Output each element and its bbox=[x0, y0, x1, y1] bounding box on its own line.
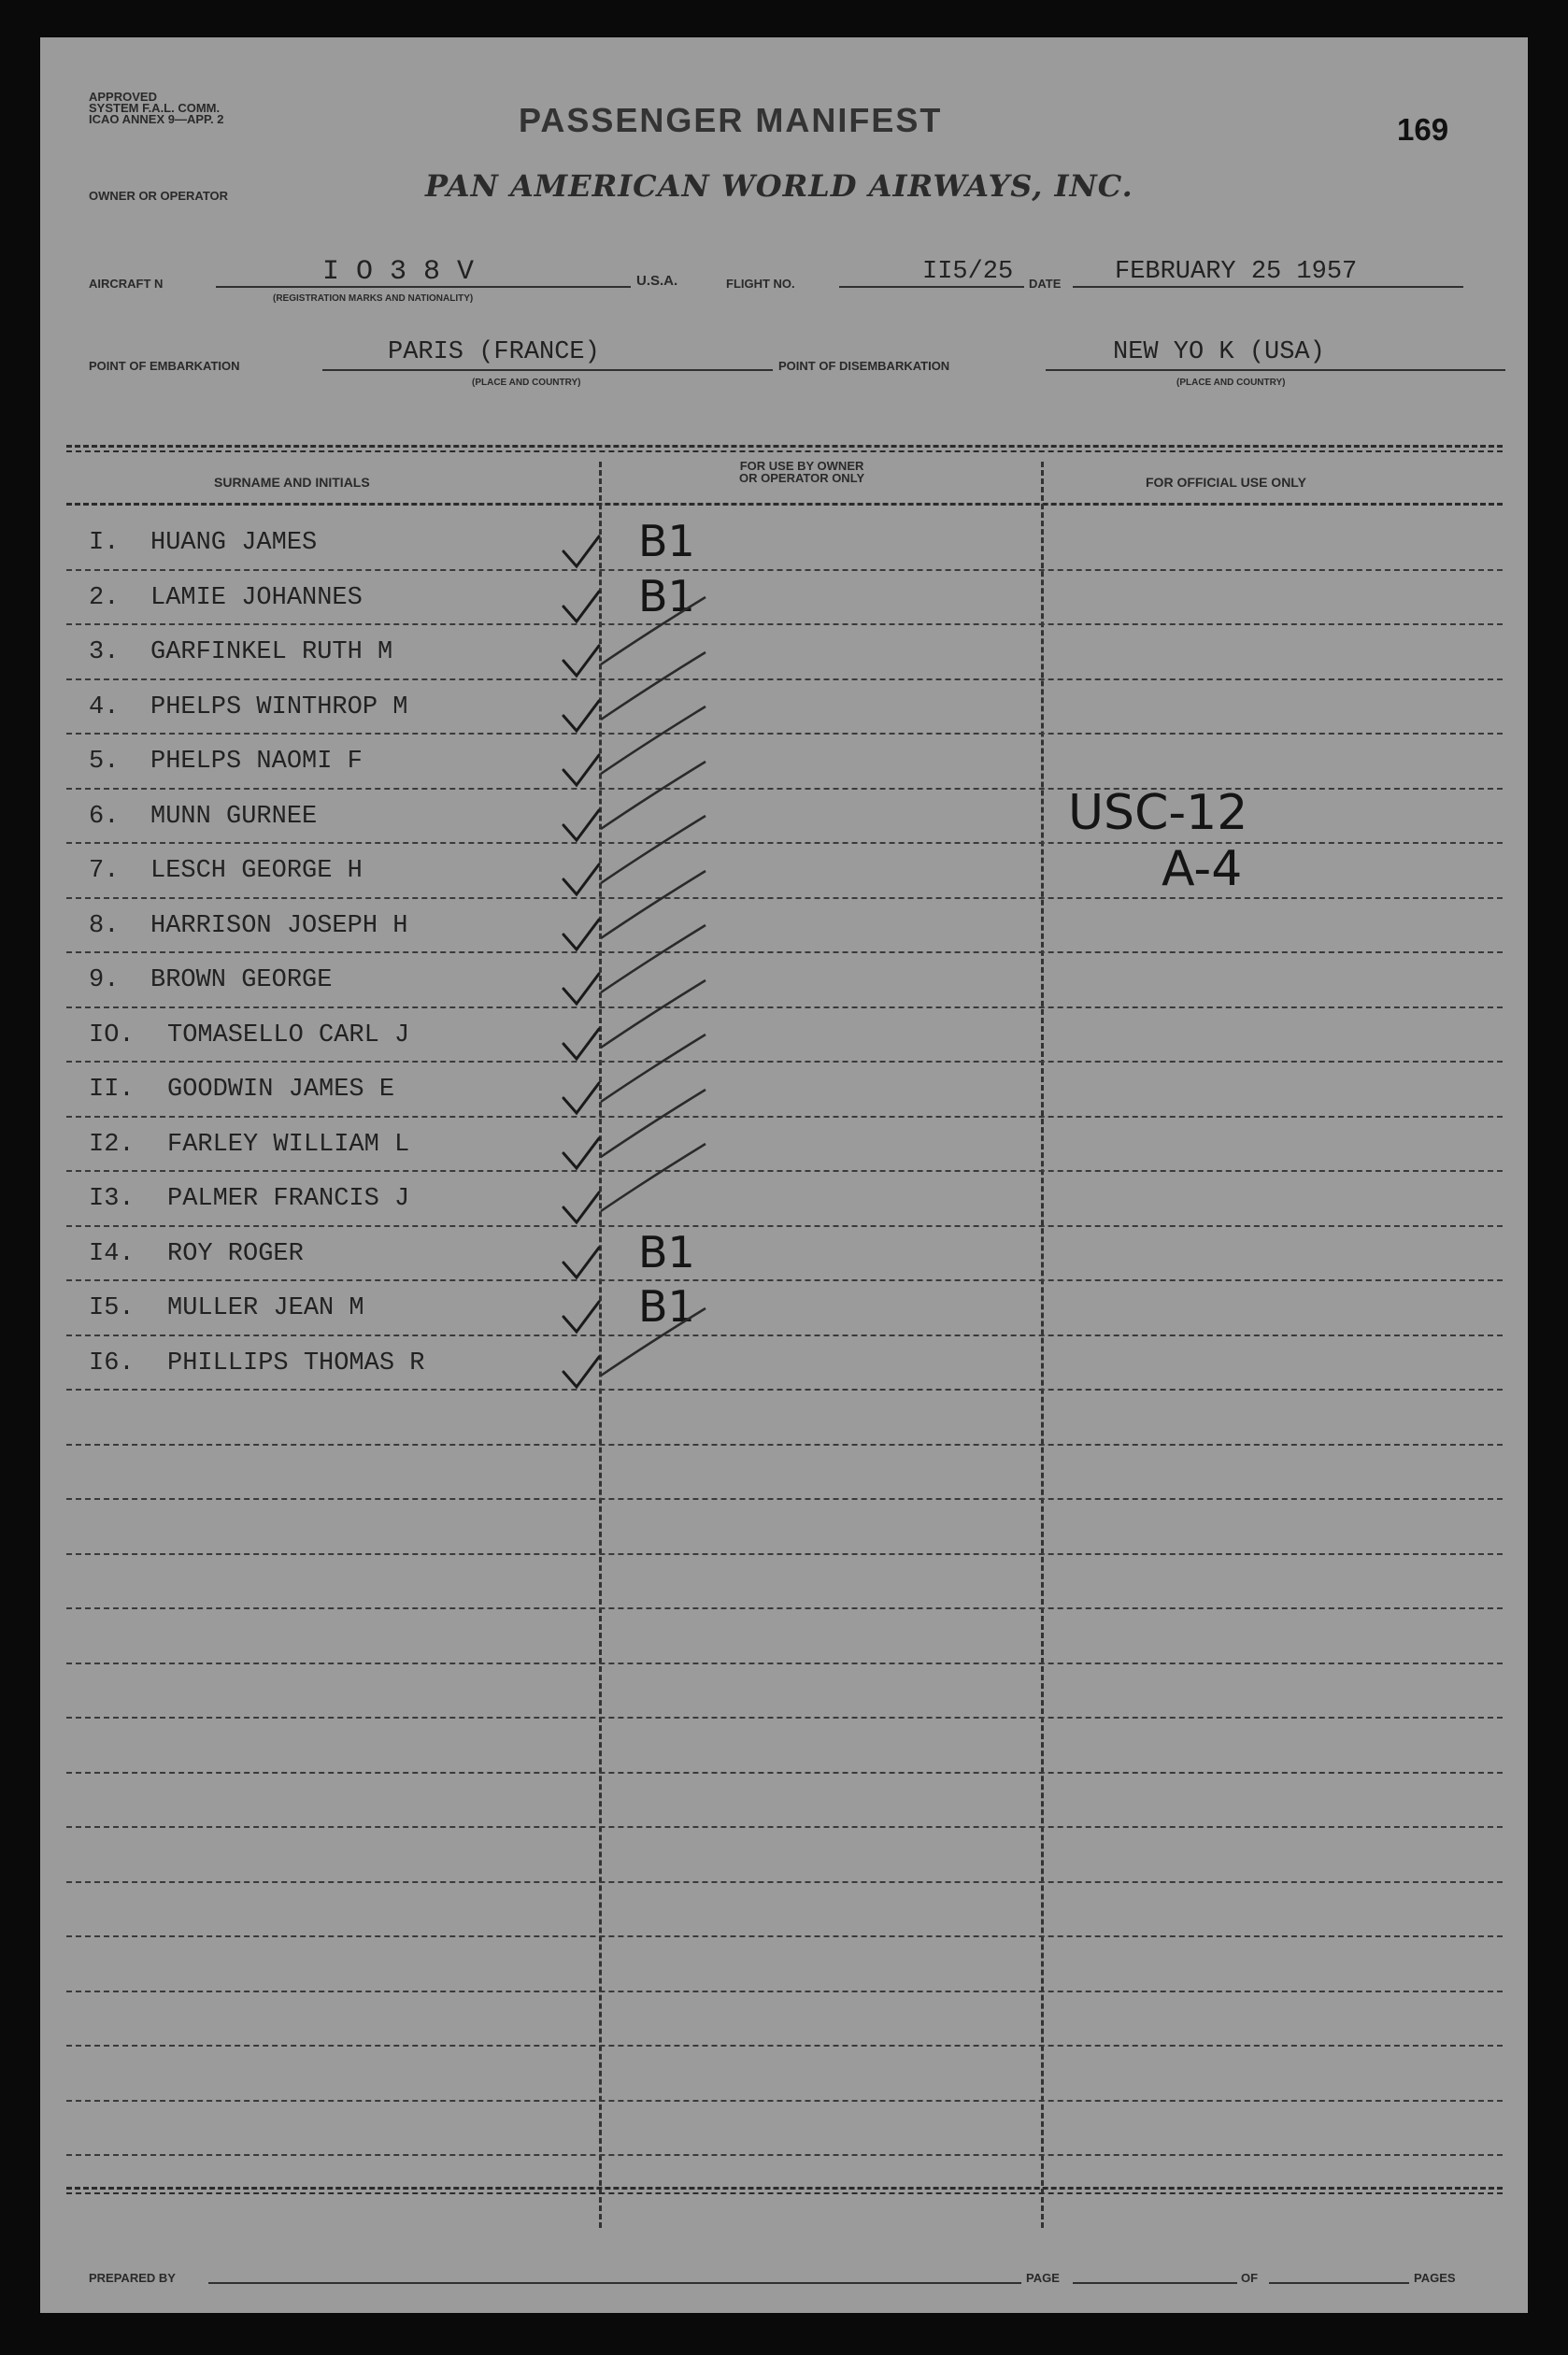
passenger-name: HARRISON JOSEPH H bbox=[150, 912, 408, 940]
pages-label: PAGES bbox=[1414, 2271, 1456, 2285]
passenger-name: LAMIE JOHANNES bbox=[150, 584, 363, 612]
embark-label: POINT OF EMBARKATION bbox=[89, 359, 240, 373]
passenger-number: I6. bbox=[89, 1349, 135, 1377]
approval-line: SYSTEM F.A.L. COMM. bbox=[89, 101, 221, 115]
passenger-number: 6. bbox=[89, 803, 120, 831]
check-mark bbox=[563, 810, 599, 840]
disembark-caption: (PLACE AND COUNTRY) bbox=[1176, 378, 1286, 388]
registration-caption: (REGISTRATION MARKS AND NATIONALITY) bbox=[273, 293, 474, 304]
slash-mark bbox=[601, 1308, 706, 1376]
check-mark bbox=[563, 1357, 599, 1387]
slash-mark bbox=[601, 652, 706, 720]
embark-value: PARIS (FRANCE) bbox=[388, 338, 600, 366]
passenger-number: 2. bbox=[89, 584, 120, 612]
passenger-name: ROY ROGER bbox=[167, 1240, 304, 1268]
slash-mark bbox=[601, 762, 706, 829]
check-mark bbox=[563, 1138, 599, 1168]
passenger-number: 5. bbox=[89, 748, 120, 776]
check-mark bbox=[563, 592, 599, 621]
disembark-label: POINT OF DISEMBARKATION bbox=[778, 359, 950, 373]
check-mark bbox=[563, 864, 599, 894]
check-mark bbox=[563, 1302, 599, 1332]
slash-mark bbox=[601, 925, 706, 992]
of-label: OF bbox=[1241, 2271, 1259, 2285]
passenger-name: GOODWIN JAMES E bbox=[167, 1076, 395, 1104]
check-mark bbox=[563, 1192, 599, 1222]
page-label: PAGE bbox=[1026, 2271, 1060, 2285]
slash-mark bbox=[601, 816, 706, 883]
passenger-name: HUANG JAMES bbox=[150, 529, 318, 557]
passenger-number: I. bbox=[89, 529, 120, 557]
passenger-number: I3. bbox=[89, 1185, 135, 1213]
visa-code: B1 bbox=[638, 571, 695, 621]
check-mark bbox=[563, 646, 599, 676]
check-mark bbox=[563, 974, 599, 1004]
official-note: USC-12 bbox=[1068, 785, 1248, 841]
slash-mark bbox=[601, 1035, 706, 1102]
prepared-by-underline bbox=[208, 2282, 1021, 2284]
passenger-name: TOMASELLO CARL J bbox=[167, 1021, 410, 1049]
passenger-name: PHILLIPS THOMAS R bbox=[167, 1349, 425, 1377]
aircraft-value: I O 3 8 V bbox=[322, 256, 475, 288]
visa-code: B1 bbox=[638, 1281, 695, 1332]
page-title: PASSENGER MANIFEST bbox=[519, 101, 943, 139]
prepared-by-label: PREPARED BY bbox=[89, 2271, 176, 2285]
name-column-header: SURNAME AND INITIALS bbox=[214, 475, 370, 490]
slash-mark bbox=[601, 597, 706, 664]
of-underline bbox=[1269, 2282, 1409, 2284]
approval-line: APPROVED bbox=[89, 90, 157, 104]
owner-label: OWNER OR OPERATOR bbox=[89, 189, 229, 203]
passenger-name: GARFINKEL RUTH M bbox=[150, 638, 393, 666]
check-mark bbox=[563, 701, 599, 731]
passenger-number: I5. bbox=[89, 1294, 135, 1322]
slash-mark bbox=[601, 1090, 706, 1157]
slash-mark bbox=[601, 706, 706, 774]
slash-mark bbox=[601, 871, 706, 938]
slash-mark bbox=[601, 1144, 706, 1211]
page-number: 169 bbox=[1397, 112, 1449, 147]
owner-use-header-line: FOR USE BY OWNER bbox=[739, 459, 864, 473]
passenger-number: IO. bbox=[89, 1021, 135, 1049]
check-mark bbox=[563, 1029, 599, 1059]
passenger-name: PHELPS NAOMI F bbox=[150, 748, 363, 776]
check-mark bbox=[563, 920, 599, 949]
passenger-name: MULLER JEAN M bbox=[167, 1294, 364, 1322]
flight-value: II5/25 bbox=[922, 258, 1014, 286]
passenger-name: FARLEY WILLIAM L bbox=[167, 1131, 410, 1159]
check-mark bbox=[563, 1083, 599, 1113]
passenger-name: LESCH GEORGE H bbox=[150, 857, 363, 885]
page-underline bbox=[1073, 2282, 1237, 2284]
passenger-number: II. bbox=[89, 1076, 135, 1104]
disembark-value: NEW YO K (USA) bbox=[1113, 338, 1325, 366]
passenger-name: PALMER FRANCIS J bbox=[167, 1185, 410, 1213]
check-mark bbox=[563, 1248, 599, 1277]
passenger-number: 3. bbox=[89, 638, 120, 666]
passenger-number: I2. bbox=[89, 1131, 135, 1159]
owner-value: PAN AMERICAN WORLD AIRWAYS, INC. bbox=[425, 168, 1133, 204]
date-label: DATE bbox=[1029, 277, 1062, 291]
visa-code: B1 bbox=[638, 516, 695, 566]
passenger-number: 9. bbox=[89, 966, 120, 994]
manifest-sheet bbox=[40, 37, 1528, 2313]
passenger-number: I4. bbox=[89, 1240, 135, 1268]
date-value: FEBRUARY 25 1957 bbox=[1115, 258, 1358, 286]
owner-use-header-line: OR OPERATOR ONLY bbox=[739, 471, 865, 485]
visa-code: B1 bbox=[638, 1227, 695, 1277]
approval-line: ICAO ANNEX 9—APP. 2 bbox=[89, 112, 224, 126]
handwritten-marks bbox=[40, 37, 1528, 2313]
nationality: U.S.A. bbox=[636, 273, 678, 289]
passenger-name: PHELPS WINTHROP M bbox=[150, 693, 408, 721]
passenger-number: 7. bbox=[89, 857, 120, 885]
official-note: A-4 bbox=[1162, 841, 1243, 897]
slash-mark bbox=[601, 980, 706, 1048]
table-bottom-rule bbox=[66, 2192, 1503, 2194]
official-column-header: FOR OFFICIAL USE ONLY bbox=[1146, 475, 1306, 490]
table-bottom-rule bbox=[66, 2187, 1503, 2190]
check-mark bbox=[563, 755, 599, 785]
passenger-name: BROWN GEORGE bbox=[150, 966, 333, 994]
aircraft-label: AIRCRAFT N bbox=[89, 277, 164, 291]
flight-label: FLIGHT NO. bbox=[726, 277, 795, 291]
passenger-number: 4. bbox=[89, 693, 120, 721]
passenger-name: MUNN GURNEE bbox=[150, 803, 318, 831]
passenger-number: 8. bbox=[89, 912, 120, 940]
check-mark bbox=[563, 536, 599, 566]
embark-caption: (PLACE AND COUNTRY) bbox=[472, 378, 581, 388]
